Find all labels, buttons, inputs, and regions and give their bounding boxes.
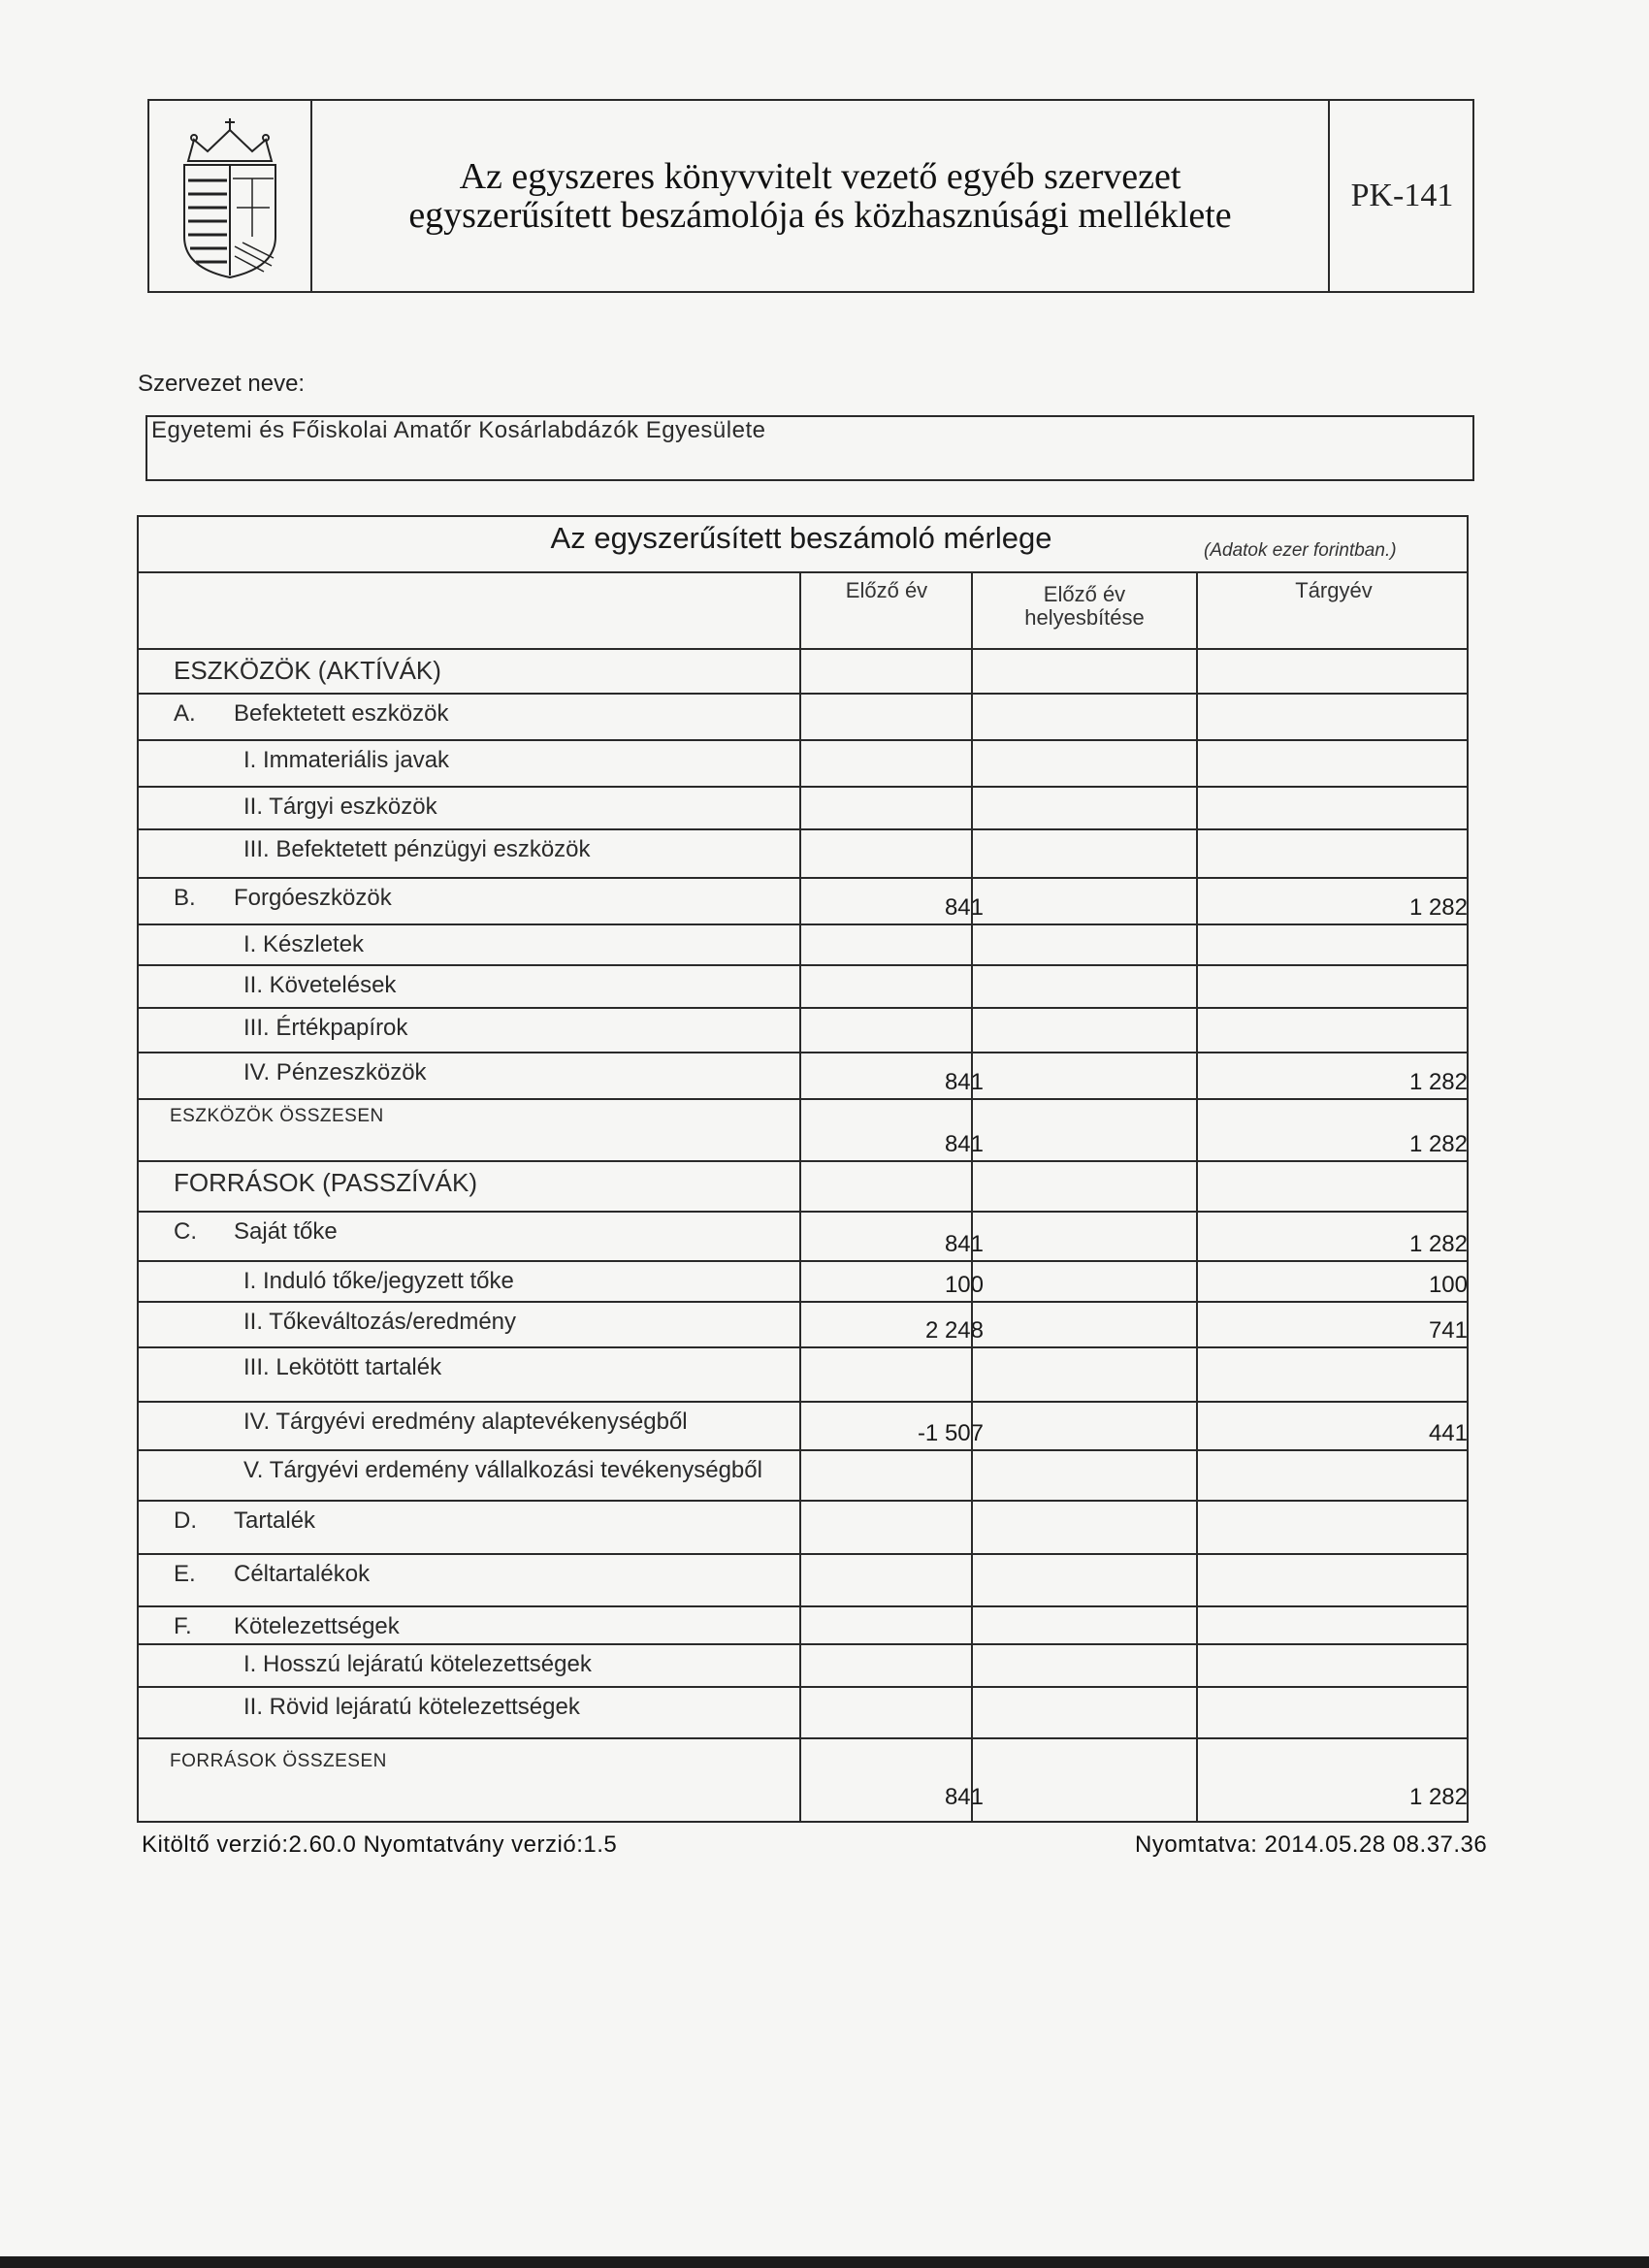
- row-label: II. Követelések: [243, 972, 397, 998]
- current-year-value: 1 282: [1408, 894, 1468, 921]
- current-year-value: 1 282: [1408, 1069, 1468, 1095]
- row-label: II. Tárgyi eszközök: [243, 794, 437, 820]
- row-letter: C.: [174, 1218, 197, 1245]
- organization-name-field: [146, 415, 1474, 481]
- row-divider: [137, 1098, 1469, 1100]
- scan-edge: [0, 2256, 1649, 2268]
- row-divider: [137, 923, 1469, 925]
- column-header-prev-year-correction: Előző év helyesbítése: [1024, 582, 1145, 630]
- row-label: Saját tőke: [234, 1218, 338, 1245]
- form-code: PK-141: [1328, 101, 1474, 291]
- row-letter: F.: [174, 1613, 192, 1639]
- row-label: Tartalék: [234, 1507, 316, 1534]
- row-label: ESZKÖZÖK ÖSSZESEN: [170, 1106, 384, 1126]
- form-border-left: [137, 515, 139, 1821]
- row-divider: [137, 1401, 1469, 1403]
- current-year-value: 1 282: [1408, 1231, 1468, 1257]
- print-timestamp: Nyomtatva: 2014.05.28 08.37.36: [1135, 1831, 1488, 1858]
- software-version: Kitöltő verzió:2.60.0 Nyomtatvány verzió:1.5: [142, 1831, 618, 1858]
- row-divider: [137, 648, 1469, 650]
- row-divider: [137, 1737, 1469, 1739]
- prev-year-value: 841: [944, 1069, 984, 1095]
- row-divider: [137, 1553, 1469, 1555]
- row-label: I. Induló tőke/jegyzett tőke: [243, 1268, 514, 1294]
- row-divider: [137, 1160, 1469, 1162]
- row-label: FORRÁSOK (PASSZÍVÁK): [174, 1168, 478, 1197]
- row-label: Forgóeszközök: [234, 885, 392, 911]
- column-header-current-year: Tárgyév: [1295, 578, 1373, 602]
- row-divider: [137, 1211, 1469, 1213]
- prev-year-value: 841: [944, 894, 984, 921]
- organization-name: Egyetemi és Főiskolai Amatőr Kosárlabdázók Egyesülete: [151, 417, 766, 443]
- row-letter: E.: [174, 1561, 196, 1587]
- prev-year-value: 841: [944, 1231, 984, 1257]
- row-label: II. Rövid lejáratú kötelezettségek: [243, 1694, 580, 1720]
- column-divider-3: [1196, 571, 1198, 1821]
- hungarian-coat-of-arms-icon: [149, 101, 310, 291]
- row-label: ESZKÖZÖK (AKTÍVÁK): [174, 656, 441, 685]
- balance-sheet-title: Az egyszerűsített beszámoló mérlege: [550, 521, 1052, 555]
- row-label: III. Értékpapírok: [243, 1015, 408, 1041]
- prev-year-value: -1 507: [917, 1420, 984, 1446]
- row-label: II. Tőkeváltozás/eredmény: [243, 1309, 517, 1335]
- row-divider: [137, 739, 1469, 741]
- row-label: I. Immateriális javak: [243, 747, 450, 773]
- column-header-top-line: [137, 571, 1469, 573]
- row-divider: [137, 1346, 1469, 1348]
- row-letter: A.: [174, 700, 196, 727]
- row-divider: [137, 964, 1469, 966]
- form-border-top: [137, 515, 1469, 517]
- row-label: III. Befektetett pénzügyi eszközök: [243, 836, 591, 862]
- current-year-value: 741: [1428, 1317, 1468, 1344]
- column-header-prev-year: Előző év: [845, 578, 928, 602]
- row-label: III. Lekötött tartalék: [243, 1354, 442, 1380]
- row-divider: [137, 1449, 1469, 1451]
- unit-note: (Adatok ezer forintban.): [1204, 540, 1397, 561]
- row-label: I. Készletek: [243, 931, 365, 957]
- current-year-value: 1 282: [1408, 1131, 1468, 1157]
- row-divider: [137, 1052, 1469, 1053]
- row-divider: [137, 1686, 1469, 1688]
- column-divider-1: [799, 571, 801, 1821]
- row-divider: [137, 1260, 1469, 1262]
- prev-year-value: 841: [944, 1784, 984, 1810]
- prev-year-value: 841: [944, 1131, 984, 1157]
- form-border-right: [1467, 515, 1469, 1821]
- row-divider: [137, 1500, 1469, 1502]
- form-header: [147, 99, 1474, 293]
- current-year-value: 441: [1428, 1420, 1468, 1446]
- row-divider: [137, 828, 1469, 830]
- prev-year-value: 2 248: [924, 1317, 984, 1344]
- row-label: Befektetett eszközök: [234, 700, 449, 727]
- row-divider: [137, 693, 1469, 695]
- row-label: Céltartalékok: [234, 1561, 371, 1587]
- row-label: V. Tárgyévi erdemény vállalkozási tevékenységből: [243, 1457, 762, 1483]
- form-border-bottom: [137, 1821, 1469, 1823]
- row-label: FORRÁSOK ÖSSZESEN: [170, 1751, 387, 1771]
- row-divider: [137, 1301, 1469, 1303]
- form-title-line-2: egyszerűsített beszámolója és közhasznúsági melléklete: [408, 195, 1232, 236]
- row-divider: [137, 1605, 1469, 1607]
- balance-sheet-form: [137, 515, 1469, 1823]
- form-title-cell: [312, 101, 1328, 291]
- row-divider: [137, 877, 1469, 879]
- crest-cell: [149, 101, 312, 291]
- row-label: IV. Pénzeszközök: [243, 1059, 427, 1085]
- current-year-value: 100: [1428, 1272, 1468, 1298]
- row-letter: B.: [174, 885, 196, 911]
- row-letter: D.: [174, 1507, 197, 1534]
- organization-label: Szervezet neve:: [138, 371, 306, 397]
- row-label: IV. Tárgyévi eredmény alaptevékenységből: [243, 1409, 688, 1435]
- row-label: I. Hosszú lejáratú kötelezettségek: [243, 1651, 592, 1677]
- row-divider: [137, 1643, 1469, 1645]
- prev-year-value: 100: [944, 1272, 984, 1298]
- row-divider: [137, 786, 1469, 788]
- current-year-value: 1 282: [1408, 1784, 1468, 1810]
- column-divider-2: [971, 571, 973, 1821]
- form-title-line-1: Az egyszeres könyvvitelt vezető egyéb szervezet: [459, 156, 1181, 197]
- row-divider: [137, 1007, 1469, 1009]
- row-label: Kötelezettségek: [234, 1613, 400, 1639]
